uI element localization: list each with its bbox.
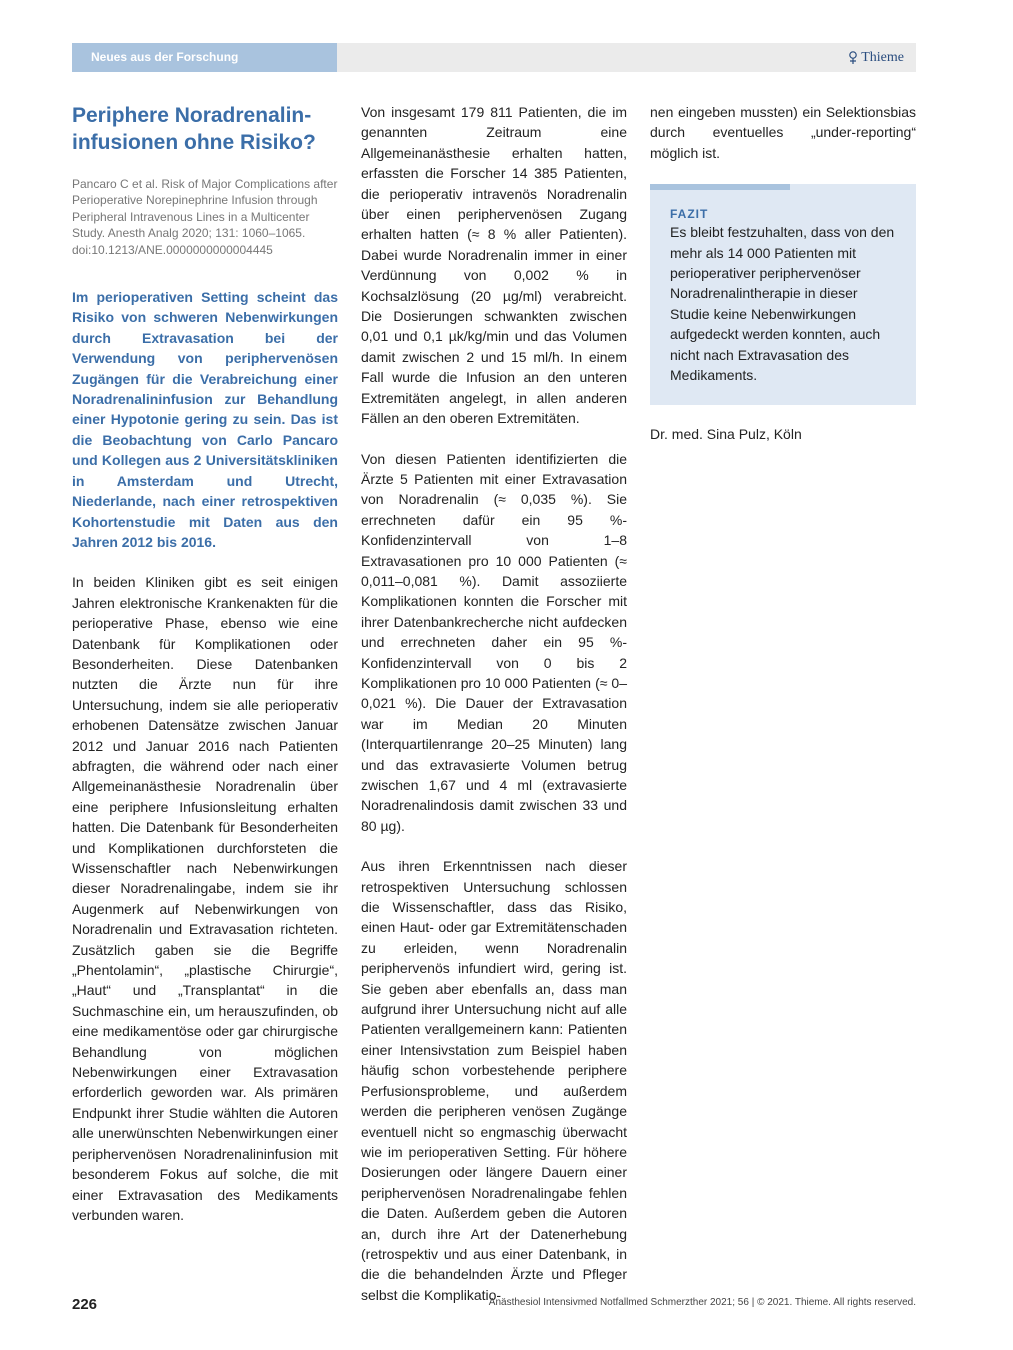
article-author: Dr. med. Sina Pulz, Köln: [650, 426, 802, 443]
fazit-box: [650, 184, 916, 405]
body-paragraph-4: Aus ihren Erkenntnissen nach dieser retrospektiven Untersuchung schlossen die Wissenschaftler, dass das Risiko, einen Haut- oder gar Extremitätenschaden zu erleiden, wenn Noradrenalin periphervenös infundiert wird, gering ist. Sie geben aber ebenfalls an, dass man aufgrund ihrer Untersuchung nicht auf alle Patienten verallgemeinern kann: Patienten einer Intensivstation zum Beispiel haben häufig schon vorbestehende periphere Perfusionsprobleme, und außerdem werden die peripheren venösen Zugänge eventuell nicht so engmaschig überwacht wie im perioperativen Setting. Für höhere Dosierungen oder längere Dauern einer periphervenösen Noradrenalingabe fehlen die Daten. Außerdem geben die Autoren an, durch ihre Art der Datenerhebung (retrospektiv und aus einer Datenbank, in die die behandelnden Ärzte und Pfleger selbst die Komplikatio-: [361, 858, 627, 1303]
thieme-emblem-icon: [847, 51, 859, 65]
article-lead: Im perioperativen Setting scheint das Risiko von schweren Nebenwirkungen durch Extravasation bei der Verwendung von periphervenösen Zugängen für die Verabreichung einer Noradrenalininfusion zur Behandlung einer Hypotonie gering zu sein. Das ist die Beobachtung von Carlo Pancaro und Kollegen aus 2 Universitätskliniken in Amsterdam und Utrecht, Niederlande, nach einer retrospektiven Kohortenstudie mit Daten aus den Jahren 2012 bis 2016.: [72, 289, 338, 550]
body-paragraph-2: Von insgesamt 179 811 Patienten, die im genannten Zeitraum eine Allgemeinanästhesie erhalten hatten, erfassten die Forscher 14 385 Patienten, die perioperativ intravenös Noradrenalin über einen periphervenösen Zugang erhalten hatten (≈ 8 % aller Patienten). Dabei wurde Noradrenalin immer in einer Verdünnung von 0,002 % in Kochsalzlösung (20 µg/ml) verabreicht. Die Dosierungen schwankten zwischen 0,01 und 0,1 µk/kg/min und das Volumen damit zwischen 2 und 15 ml/h. In einem Fall wurde die Infusion an den unteren Extremitäten angelegt, in allen anderen Fällen an den oberen Extremitäten.: [361, 104, 627, 427]
section-label-box: [72, 43, 337, 72]
page-header: [72, 43, 916, 72]
publisher-name: Thieme: [861, 50, 904, 65]
fazit-text: Es bleibt festzuhalten, dass von den mehr als 14 000 Patienten mit perioperativer periphervenöser Noradrenalintherapie in dieser Studie keine Nebenwirkungen aufgedeckt werden konnten, auch nicht nach Extravasation des Medikaments.: [670, 224, 895, 384]
body-paragraph-1: In beiden Kliniken gibt es seit einigen Jahren elektronische Krankenakten für die perioperative Phase, ebenso wie eine Datenbank für Komplikationen oder Besonderheiten. Diese Datenbanken nutzten die Ärzte nun für ihre Untersuchung, indem sie alle perioperativ erhobenen Datensätze zwischen Januar 2012 und Januar 2016 nach Patienten abfragten, die während oder nach einer Allgemeinanästhesie Noradrenalin über eine periphere Infusionsleitung erhalten hatten. Die Datenbank für Besonderheiten und Komplikationen durchforsteten die Wissenschaftler nach Nebenwirkungen dieser Noradrenalingabe, indem sie ihr Augenmerk auf Nebenwirkungen von Noradrenalin und Extravasation richteten. Zusätzlich gaben sie die Begriffe „Phentolamin“, „plastische Chirurgie“, „Haut“ und „Transplantat“ in die Suchmaschine ein, um herauszufinden, ob eine medikamentöse oder gar chirurgische Behandlung von möglichen Nebenwirkungen einer Extravasation erforderlich geworden war. Als primären Endpunkt ihrer Studie wählten die Autoren alle unerwünschten Nebenwirkungen einer periphervenösen Noradrenalininfusion mit besonderem Fokus auf solche, die mit einer Extravasation des Medikaments verbunden waren.: [72, 574, 338, 1223]
journal-footer: Anästhesiol Intensivmed Notfallmed Schmerzther 2021; 56 | © 2021. Thieme. All rights reserved.: [488, 1297, 916, 1308]
body-paragraph-3: Von diesen Patienten identifizierten die Ärzte 5 Patienten mit einer Extravasation von Noradrenalin (≈ 0,035 %). Sie errechneten dafür ein 95 %-Konfidenzintervall von 1–8 Extravasationen pro 10 000 Patienten (≈ 0,011–0,081 %). Damit assoziierte Komplikationen konnten die Forscher mit ihrer Datenbankrecherche nicht aufdecken und errechneten daher ein 95 %-Konfidenzintervall von 0 bis 2 Komplikationen pro 10 000 Patienten (≈ 0–0,021 %). Die Dauer der Extravasation war im Median 20 Minuten (Interquartilenrange 20–25 Minuten) lang und das extravasierte Volumen betrug zwischen 1,67 und 4 ml (extravasierte Noradrenalindosis damit zwischen 33 und 80 µg).: [361, 450, 627, 834]
article-title: Periphere Noradrenalininfusionen ohne Risiko?: [72, 104, 316, 154]
body-paragraph-4-continued: nen eingeben mussten) ein Selektionsbias durch eventuelles „under-reporting“ möglich ist.: [650, 104, 916, 161]
fazit-title: FAZIT: [670, 207, 709, 222]
column-2: [361, 102, 627, 1305]
page-number: 226: [72, 1296, 98, 1313]
section-label: Neues aus der Forschung: [91, 50, 239, 64]
article-citation: Pancaro C et al. Risk of Major Complications after Perioperative Norepinephrine Infusion through Peripheral Intravenous Lines in a Multicenter Study. Anesth Analg 2020; 131: 1060–1065. doi:10.1213/ANE.0000000000004445: [72, 177, 338, 257]
column-3: [650, 102, 916, 445]
fazit-accent-bar: [650, 184, 790, 190]
column-1: [72, 102, 338, 1225]
publisher-logo: [847, 50, 904, 66]
